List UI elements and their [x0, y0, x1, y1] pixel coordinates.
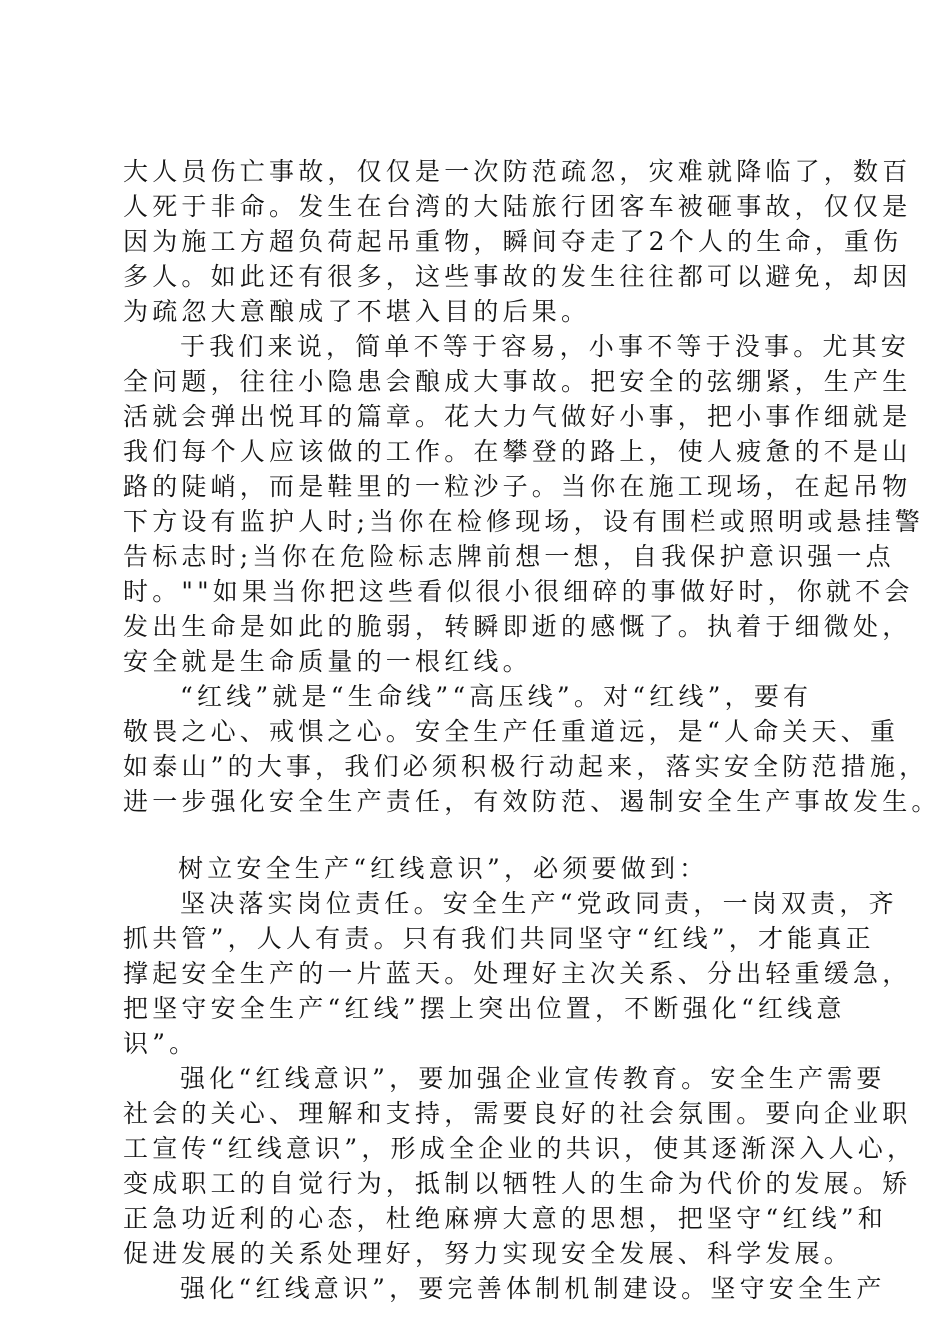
body-line: 时。""如果当你把这些看似很小很细碎的事做好时，你就不会 [123, 577, 914, 606]
body-line: 下方设有监护人时;当你在检修现场，设有围栏或照明或悬挂警 [123, 507, 925, 536]
body-line: 撑起安全生产的一片蓝天。处理好主次关系、分出轻重缓急， [123, 959, 912, 988]
body-line: 大人员伤亡事故，仅仅是一次防范疏忽，灾难就降临了，数百 [123, 157, 912, 186]
body-line: 工宣传“红线意识”，形成全企业的共识，使其逐渐深入人心， [123, 1134, 917, 1163]
body-line: 安全就是生命质量的一根红线。 [123, 647, 532, 676]
body-line: 路的陡峭，而是鞋里的一粒沙子。当你在施工现场，在起吊物 [123, 472, 912, 501]
body-line: “红线”就是“生命线”“高压线”。对“红线”，要有 [180, 682, 813, 711]
body-line: 为疏忽大意酿成了不堪入目的后果。 [123, 297, 591, 326]
body-line: 活就会弹出悦耳的篇章。花大力气做好小事，把小事作细就是 [123, 402, 912, 431]
body-line: 告标志时;当你在危险标志牌前想一想，自我保护意识强一点 [123, 542, 895, 571]
body-line: 我们每个人应该做的工作。在攀登的路上，使人疲惫的不是山 [123, 437, 912, 466]
body-line: 全问题，往往小隐患会酿成大事故。把安全的弦绷紧，生产生 [123, 367, 912, 396]
body-line: 于我们来说，简单不等于容易，小事不等于没事。尤其安 [180, 332, 911, 361]
body-line: 强化“红线意识”，要加强企业宣传教育。安全生产需要 [180, 1064, 886, 1093]
body-line: 强化“红线意识”，要完善体制机制建设。坚守安全生产 [180, 1274, 886, 1303]
body-line: 识”。 [123, 1029, 199, 1058]
body-line: 因为施工方超负荷起吊重物，瞬间夺走了2个人的生命，重伤 [123, 227, 903, 256]
body-line: 促进发展的关系处理好，努力实现安全发展、科学发展。 [123, 1239, 854, 1268]
body-line: 敬畏之心、戒惧之心。安全生产任重道远，是“人命关天、重 [123, 717, 900, 746]
body-line: 人死于非命。发生在台湾的大陆旅行团客车被砸事故，仅仅是 [123, 192, 912, 221]
body-line: 变成职工的自觉行为，抵制以牺牲人的生命为代价的发展。矫 [123, 1169, 912, 1198]
body-line: 坚决落实岗位责任。安全生产“党政同责，一岗双责，齐 [180, 889, 898, 918]
body-line: 如泰山”的大事，我们必须积极行动起来，落实安全防范措施， [123, 752, 929, 781]
body-line: 树立安全生产“红线意识”，必须要做到： [178, 854, 709, 883]
body-line: 正急功近利的心态，杜绝麻痹大意的思想，把坚守“红线”和 [123, 1204, 887, 1233]
body-line: 发出生命是如此的脆弱，转瞬即逝的感慨了。执着于细微处， [123, 612, 912, 641]
body-line: 抓共管”，人人有责。只有我们共同坚守“红线”，才能真正 [123, 924, 875, 953]
body-line: 把坚守安全生产“红线”摆上突出位置，不断强化“红线意 [123, 994, 846, 1023]
body-line: 社会的关心、理解和支持，需要良好的社会氛围。要向企业职 [123, 1099, 912, 1128]
body-line: 进一步强化安全生产责任，有效防范、遏制安全生产事故发生。 [123, 787, 941, 816]
body-line: 多人。如此还有很多，这些事故的发生往往都可以避免，却因 [123, 262, 912, 291]
